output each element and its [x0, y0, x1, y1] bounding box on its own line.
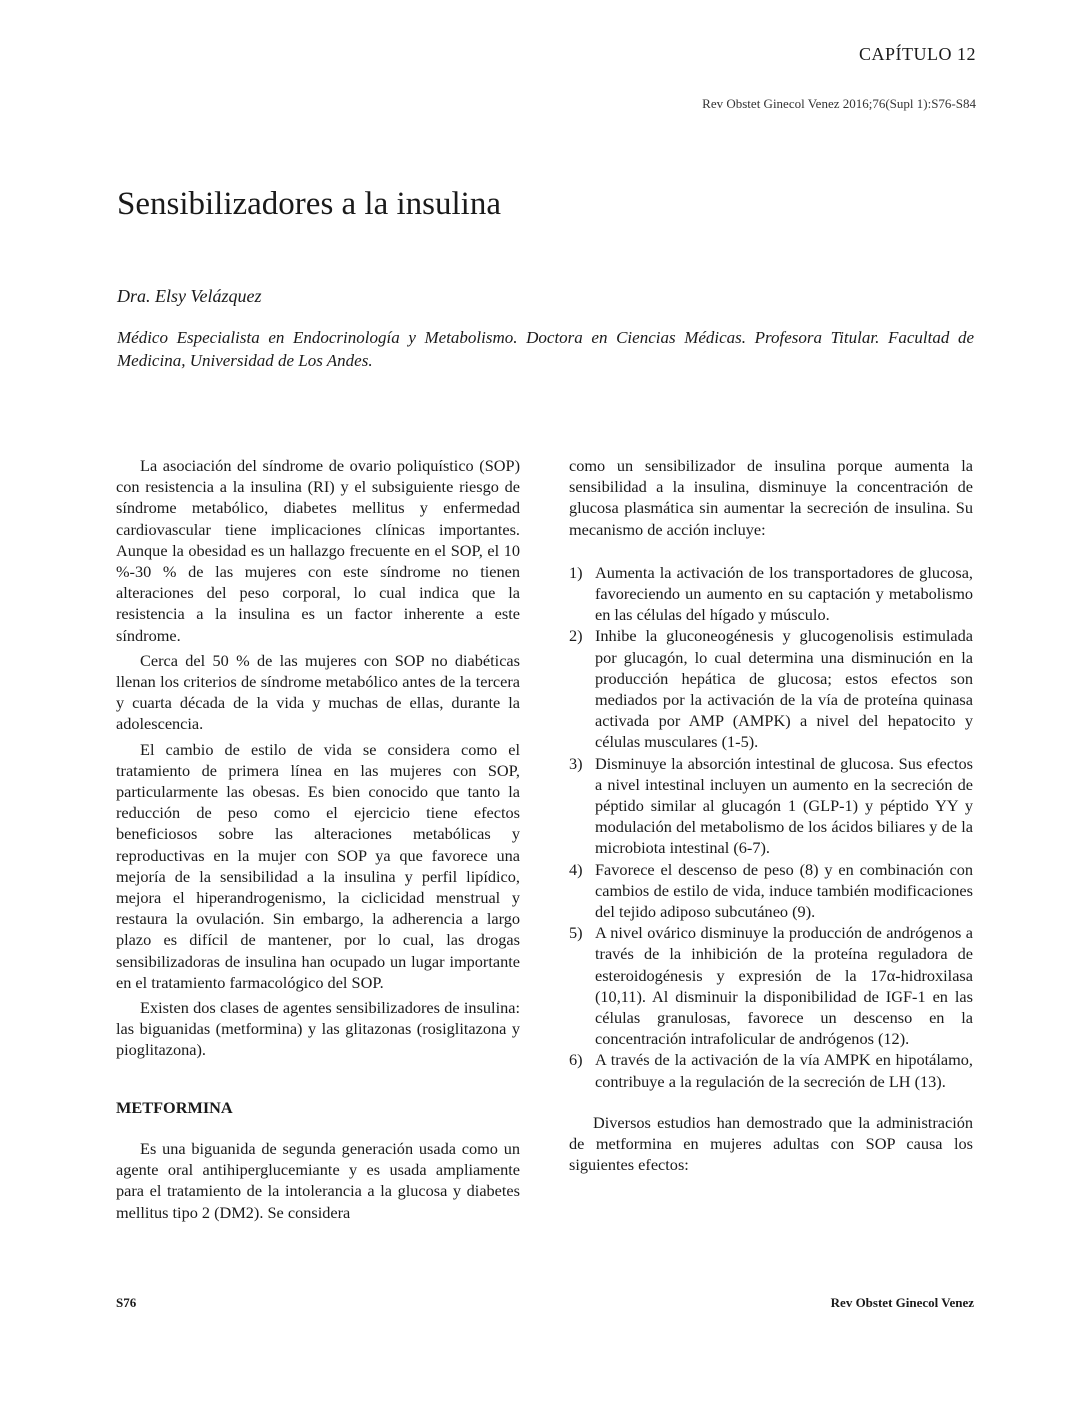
list-item-text: Disminuye la absorción intestinal de glucosa. Sus efectos a nivel intestinal incluyen un aumento en la secreción de péptido similar al glucagón 1 (GLP-1) y péptido YY y modulación del metabolismo de los ácidos biliares y de la microbiota intestinal (6-7).	[595, 753, 973, 858]
list-item	[569, 922, 973, 1049]
left-column	[116, 455, 520, 1223]
paragraph: Existen dos clases de agentes sensibilizadores de insulina: las biguanidas (metformina) y las glitazonas (rosiglitazona y pioglitazona).	[116, 998, 520, 1060]
paragraph: El cambio de estilo de vida se considera como el tratamiento de primera línea en las mujeres con SOP, particularmente las obesas. Es bien conocido que tanto la reducción de peso como el ejercicio tiene efectos beneficiosos sobre las alteraciones metabólicas y reproductivas en la mujer con SOP ya que favorece una mejoría de la sensibilidad a la insulina y perfil lipídico, mejora el hiperandrogenismo, la ciclicidad menstrual y restaura la ovulación. Sin embargo, la adherencia a largo plazo es difícil de mantener, por lo cual, las drogas sensibilizadoras de insulina han ocupado un lugar importante en el tratamiento farmacológico del SOP.	[116, 739, 520, 992]
list-item	[569, 625, 973, 752]
list-number: 2)	[569, 626, 583, 646]
journal-citation: Rev Obstet Ginecol Venez 2016;76(Supl 1):S76-S84	[702, 96, 976, 111]
list-number: 5)	[569, 923, 583, 943]
list-item	[569, 753, 973, 859]
list-item-text: Favorece el descenso de peso (8) y en combinación con cambios de estilo de vida, induce también modificaciones del tejido adiposo subcutáneo (9).	[595, 859, 973, 922]
paragraph: La asociación del síndrome de ovario poliquístico (SOP) con resistencia a la insulina (RI) y el subsiguiente riesgo de síndrome metabólico, diabetes mellitus y enfermedad cardiovascular tiene implicaciones clínicas importantes. Aunque la obesidad es un hallazgo frecuente en el SOP, el 10 %-30 % de las mujeres con este síndrome no tienen alteraciones del peso corporal, lo cual indica que la resistencia a la insulina es un factor inherente a este síndrome.	[116, 456, 520, 645]
journal-name: Rev Obstet Ginecol Venez	[830, 1295, 974, 1310]
list-item	[569, 859, 973, 923]
list-number: 6)	[569, 1050, 583, 1070]
list-item-text: A través de la activación de la vía AMPK en hipotálamo, contribuye a la regulación de la secreción de LH (13).	[595, 1050, 973, 1091]
list-item-text: Aumenta la activación de los transportadores de glucosa, favoreciendo un aumento en su captación y metabolismo en las células del hígado y músculo.	[595, 562, 973, 625]
page-number: S76	[116, 1295, 137, 1310]
mechanism-list	[569, 562, 973, 1092]
section-heading: METFORMINA	[116, 1097, 233, 1117]
list-number: 3)	[569, 753, 583, 773]
author-affiliation: Médico Especialista en Endocrinología y Metabolismo. Doctora en Ciencias Médicas. Profesora Titular. Facultad de Medicina, Universidad de Los Andes.	[117, 328, 974, 370]
chapter-label: CAPÍTULO 12	[859, 44, 976, 64]
list-item	[569, 1049, 973, 1091]
list-item-text: Inhibe la gluconeogénesis y glucogenolisis estimulada por glucagón, lo cual determina una disminución en la producción hepática de glucosa; estos efectos son mediados por la activación de la vía de proteína quinasa activada por AMP (AMPK) a nivel del hepatocito y células musculares (1-5).	[595, 626, 973, 752]
right-column	[569, 455, 973, 1176]
list-number: 4)	[569, 859, 583, 879]
article-title: Sensibilizadores a la insulina	[117, 186, 501, 222]
list-number: 1)	[569, 562, 583, 582]
list-item	[569, 562, 973, 626]
author-name: Dra. Elsy Velázquez	[117, 286, 262, 306]
paragraph: Cerca del 50 % de las mujeres con SOP no diabéticas llenan los criterios de síndrome metabólico antes de la tercera y cuarta década de la vida y muchas de ellas, durante la adolescencia.	[116, 650, 520, 734]
paragraph: Diversos estudios han demostrado que la administración de metformina en mujeres adultas con SOP causa los siguientes efectos:	[569, 1112, 973, 1175]
paragraph: como un sensibilizador de insulina porque aumenta la sensibilidad a la insulina, disminuye la concentración de glucosa plasmática sin aumentar la secreción de insulina. Su mecanismo de acción incluye:	[569, 456, 973, 539]
paragraph: Es una biguanida de segunda generación usada como un agente oral antihiperglucemiante y es usada ampliamente para el tratamiento de la intolerancia a la glucosa y diabetes mellitus tipo 2 (DM2). Se considera	[116, 1138, 520, 1222]
list-item-text: A nivel ovárico disminuye la producción de andrógenos a través de la inhibición de la proteína reguladora de esteroidogénesis y expresión de la 17α-hidroxilasa (10,11). Al disminuir la disponibilidad de IGF-1 en las células granulosas, favorece un descenso en la concentración intrafolicular de andrógenos (12).	[595, 923, 973, 1049]
